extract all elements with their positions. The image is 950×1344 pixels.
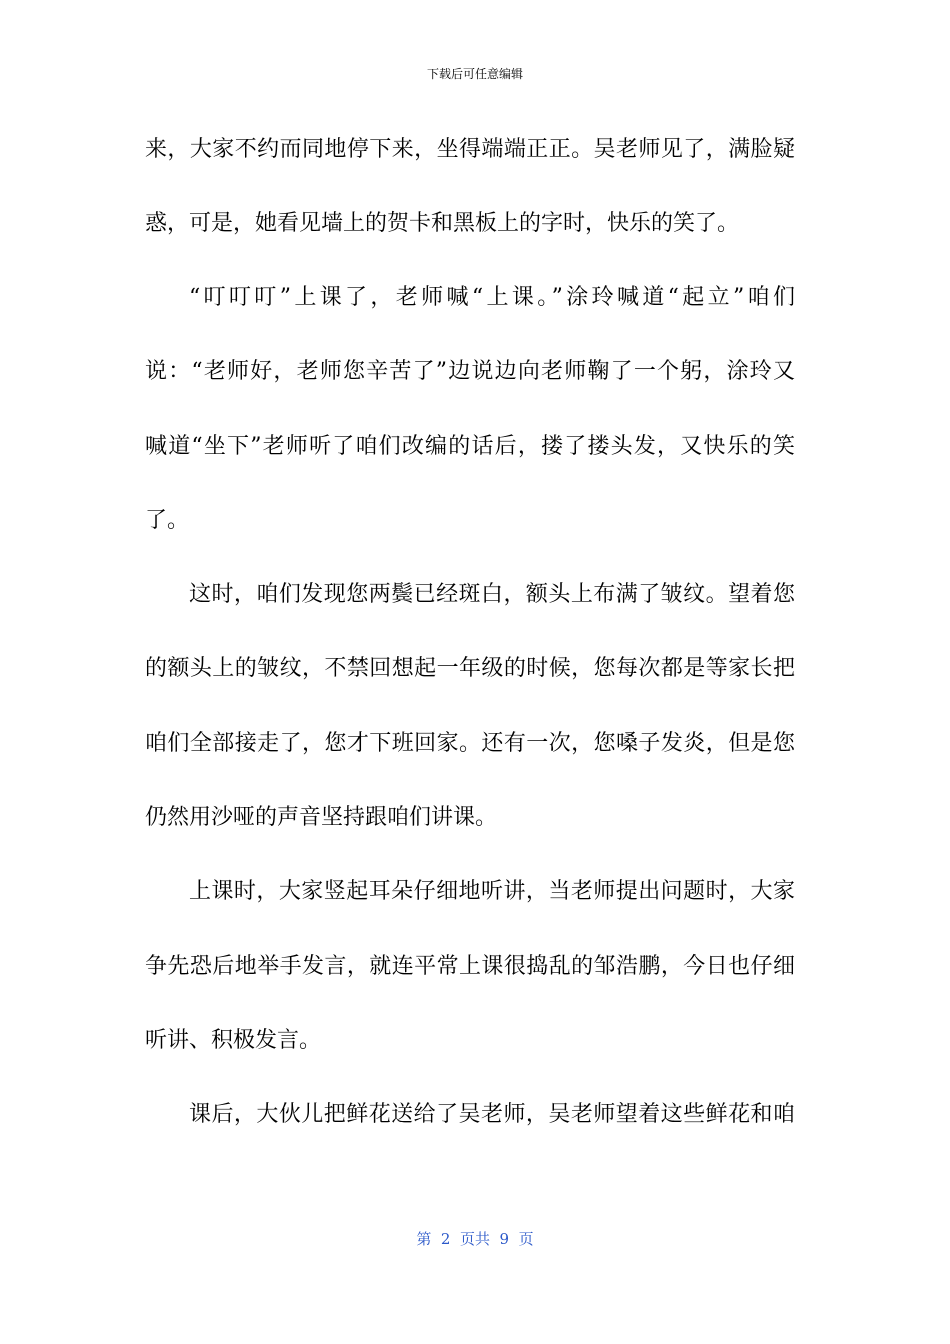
paragraph-3-line-2: 的额头上的皱纹，不禁回想起一年级的时候，您每次都是等家长把 <box>145 656 795 681</box>
paragraph-2-line-2: 说：“老师好，老师您辛苦了”边说边向老师鞠了一个躬，涂玲又 <box>145 359 795 384</box>
paragraph-4-line-3: 听讲、积极发言。 <box>145 1028 322 1053</box>
paragraph-2-line-4: 了。 <box>145 508 190 533</box>
paragraph-1-line-1: 来，大家不约而同地停下来，坐得端端正正。吴老师见了，满脸疑 <box>145 137 795 162</box>
page-number-footer: 第 2 页共 9 页 <box>416 1230 534 1248</box>
paragraph-3-line-3: 咱们全部接走了，您才下班回家。还有一次，您嗓子发炎，但是您 <box>145 731 795 756</box>
paragraph-3-line-4: 仍然用沙哑的声音坚持跟咱们讲课。 <box>145 805 498 830</box>
paragraph-1-line-2: 惑，可是，她看见墙上的贺卡和黑板上的字时，快乐的笑了。 <box>145 211 740 236</box>
paragraph-5-line-1: 课后，大伙儿把鲜花送给了吴老师，吴老师望着这些鲜花和咱 <box>189 1102 795 1127</box>
paragraph-2-line-1: “叮叮叮”上课了，老师喊“上课。”涂玲喊道“起立”咱们 <box>189 285 795 310</box>
paragraph-4-line-1: 上课时，大家竖起耳朵仔细地听讲，当老师提出问题时，大家 <box>189 879 795 904</box>
paragraph-2-line-3: 喊道“坐下”老师听了咱们改编的话后，搂了搂头发，又快乐的笑 <box>145 434 795 459</box>
paragraph-4-line-2: 争先恐后地举手发言，就连平常上课很捣乱的邹浩鹏，今日也仔细 <box>145 954 795 979</box>
page-header: 下载后可任意编辑 <box>426 67 523 81</box>
paragraph-3-line-1: 这时，咱们发现您两鬓已经斑白，额头上布满了皱纹。望着您 <box>189 582 795 607</box>
